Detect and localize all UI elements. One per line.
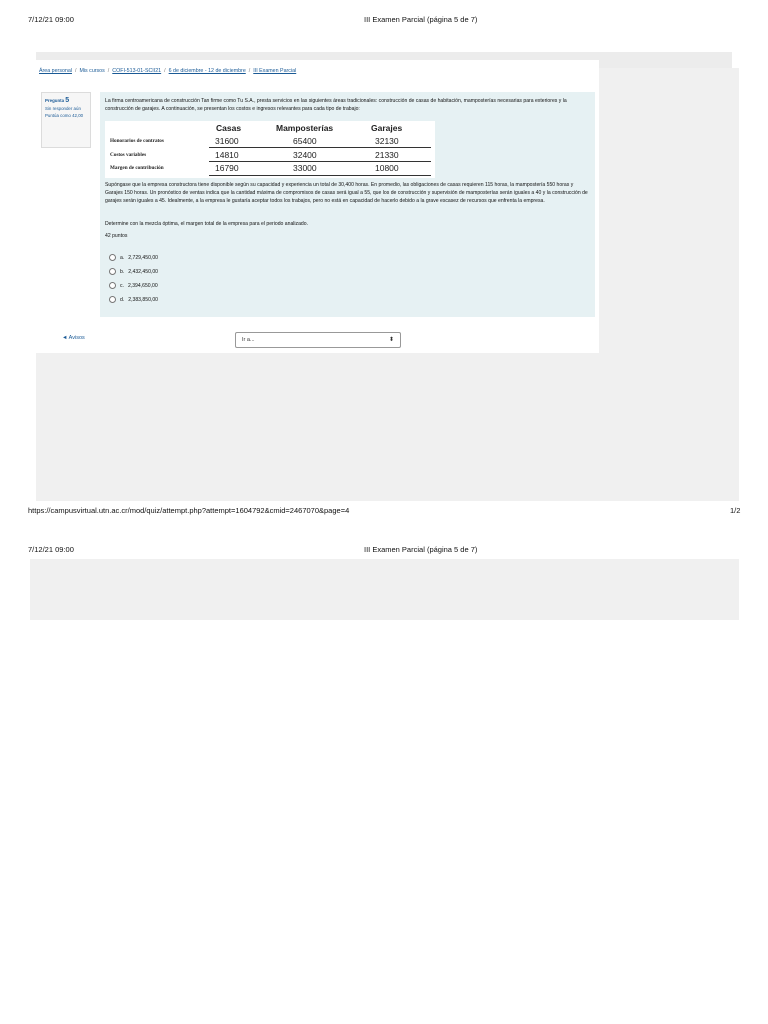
answer-option-d[interactable] — [109, 296, 158, 303]
table-cell: 32400 — [293, 150, 317, 160]
table-header-mamposterias: Mamposterías — [276, 123, 334, 133]
question-score: Puntúa como 42,00 — [45, 112, 84, 118]
radio-button[interactable] — [109, 296, 116, 303]
table-rule — [209, 161, 431, 162]
option-letter: a. — [120, 254, 125, 261]
print-header — [0, 15, 768, 29]
question-body: Supóngase que la empresa constructora tiene disponible según su capacidad y experiencia un total de 30,400 horas. En promedio, las obligaciones de casas requieren 115 horas, la mampostería 550 horas y Garajes 150 horas. Un pronóstico de ventas indica que la cantidad máxima de compromisos de casas será igual a 55, que los de construcción y supervisión de mamposterías serán iguales a 40 y la construcción de garajes serán iguales a 45. Idealmente, a la empresa le gustaría aceptar todos los trabajos, pero no está en capacidad de hacerlo debido a la grave escasez de recursos que enfrenta la empresa. — [105, 182, 588, 204]
page-2-background — [30, 559, 739, 620]
option-letter: d. — [120, 296, 125, 303]
breadcrumb-area-personal[interactable]: Área personal — [39, 68, 72, 74]
breadcrumb-week[interactable]: 6 de diciembre - 12 de diciembre — [168, 68, 246, 74]
option-letter: b. — [120, 268, 125, 275]
radio-button[interactable] — [109, 254, 116, 261]
table-rule — [209, 147, 431, 148]
table-row-label: Costos variables — [110, 152, 147, 158]
table-header-garajes: Garajes — [371, 123, 403, 133]
breadcrumb-exam[interactable]: III Examen Parcial — [253, 68, 297, 74]
table-cell: 14810 — [215, 150, 239, 160]
table-cell: 33000 — [293, 163, 317, 173]
jump-to-select[interactable] — [235, 332, 401, 348]
answer-option-b[interactable] — [109, 268, 158, 275]
breadcrumb-separator: / — [107, 68, 110, 74]
table-cell: 16790 — [215, 163, 239, 173]
table-row-label: Honorarios de contratos — [110, 138, 164, 144]
question-label: Pregunta — [45, 98, 65, 103]
answer-option-a[interactable] — [109, 254, 158, 261]
option-letter: c. — [120, 282, 124, 289]
option-value: 2,729,450,00 — [128, 254, 158, 261]
question-info — [41, 92, 91, 148]
jump-select-value: Ir a... — [242, 337, 255, 343]
breadcrumb — [39, 68, 296, 74]
question-prompt: Determine con la mezcla óptima, el margen total de la empresa para el periodo analizado. — [105, 221, 309, 227]
table-row-label: Margen de contribución — [110, 165, 164, 171]
radio-button[interactable] — [109, 282, 116, 289]
question-intro: La firma centroamericana de construcción Tan firme como Tu S.A., presta servicios en las siguientes áreas tradicionales: construcción de casas de habitación, mamposterías necesarias para exteriores y la construcción de garajes. A continuación, se presentan los costos e ingresos relevantes para cada tipo de trabajo: — [105, 98, 567, 112]
table-cell: 10800 — [375, 163, 399, 173]
print-title: III Examen Parcial (página 5 de 7) — [364, 545, 478, 554]
breadcrumb-mis-cursos[interactable]: Mis cursos — [79, 68, 105, 74]
print-title: III Examen Parcial (página 5 de 7) — [364, 15, 478, 24]
option-value: 2,383,850,00 — [128, 296, 158, 303]
option-value: 2,394,650,00 — [127, 282, 158, 289]
print-header-page-2 — [0, 545, 768, 559]
table-cell: 21330 — [375, 150, 399, 160]
print-page-count: 1/2 — [730, 506, 741, 515]
table-cell: 31600 — [215, 136, 239, 146]
updown-caret-icon: ⬍ — [388, 337, 394, 343]
print-url: https://campusvirtual.utn.ac.cr/mod/quiz/attempt.php?attempt=1604792&cmid=2467070&page=4 — [28, 506, 350, 515]
breadcrumb-course[interactable]: COFI-513-01-SCII21 — [112, 68, 162, 74]
answer-option-c[interactable] — [109, 282, 158, 289]
breadcrumb-separator: / — [164, 68, 166, 74]
breadcrumb-separator: / — [74, 68, 77, 74]
question-status: Sin responder aún — [45, 106, 81, 112]
option-value: 2,432,450,00 — [128, 268, 158, 275]
breadcrumb-separator: / — [248, 68, 251, 74]
table-header-casas: Casas — [216, 123, 242, 133]
print-date: 7/12/21 09:00 — [28, 545, 74, 554]
question-number: 5 — [65, 97, 70, 104]
table-cell: 32130 — [375, 136, 399, 146]
table-rule — [209, 175, 431, 176]
table-cell: 65400 — [293, 136, 317, 146]
print-date: 7/12/21 09:00 — [28, 15, 74, 24]
previous-activity-link[interactable]: ◄ Avisos — [62, 335, 85, 341]
cost-table — [105, 121, 435, 178]
radio-button[interactable] — [109, 268, 116, 275]
question-points: 42 puntos — [105, 233, 128, 239]
